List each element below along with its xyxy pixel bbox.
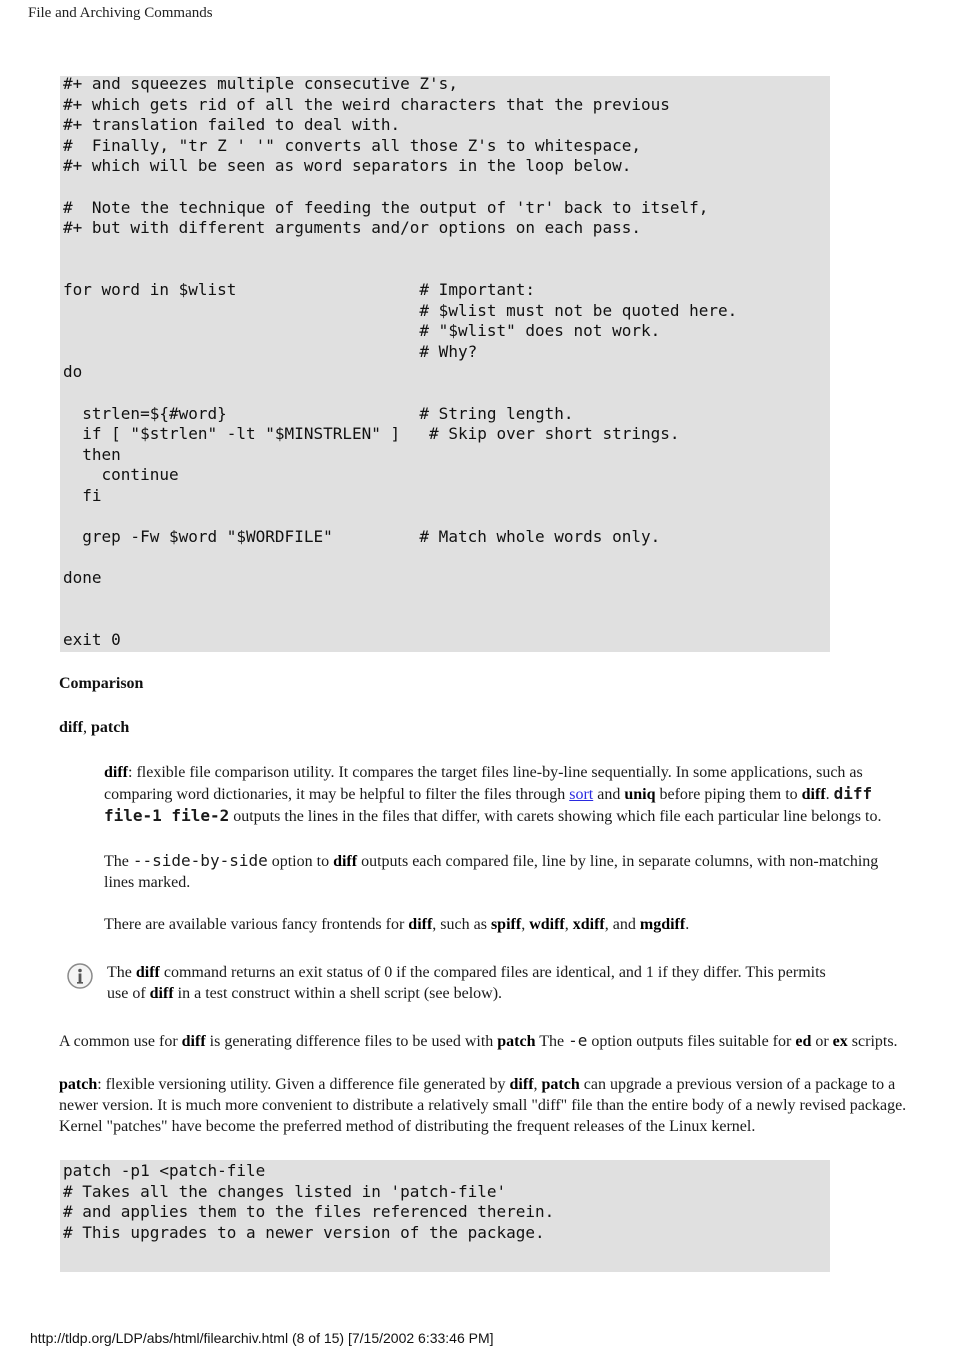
diff-description xyxy=(104,762,919,827)
xdiff-term: xdiff xyxy=(572,916,605,933)
page-header: File and Archiving Commands xyxy=(28,5,213,21)
text: . xyxy=(685,916,690,933)
side-by-side-option: --side-by-side xyxy=(132,851,268,870)
diff-term: diff xyxy=(135,964,160,981)
section-title: Comparison xyxy=(59,675,144,692)
text: command returns an exit status of 0 if the compared files are identical, and 1 if they differ. This permits use of xyxy=(107,964,826,1002)
text: and xyxy=(593,786,625,803)
spiff-term: spiff xyxy=(490,916,522,933)
diff-term: diff xyxy=(104,764,128,781)
diff-term: diff xyxy=(408,916,433,933)
diff-command-code: diff file-1 file-2 xyxy=(104,784,873,825)
diff-term: diff xyxy=(333,853,358,870)
entry-term xyxy=(59,719,129,737)
text: before piping them to xyxy=(655,786,802,803)
e-option: -e xyxy=(568,1031,588,1050)
text: There are available various fancy frontends for xyxy=(104,916,409,933)
code-text: patch -p1 <patch-file # Takes all the changes listed in 'patch-file' # and applies them to the files referenced therein. # This upgrades to a newer version of the package. xyxy=(63,1161,555,1242)
diff-term: diff xyxy=(149,985,174,1002)
ed-term: ed xyxy=(795,1033,812,1050)
term-separator: , xyxy=(83,719,91,736)
text: scripts. xyxy=(847,1033,898,1050)
frontends-description xyxy=(104,914,904,935)
ex-term: ex xyxy=(832,1033,848,1050)
code-block-script xyxy=(60,76,830,652)
text: outputs each compared file, line by line, in separate columns, with non-matching lines marked. xyxy=(104,853,879,891)
wdiff-term: wdiff xyxy=(529,916,565,933)
info-icon xyxy=(66,962,94,990)
page-footer-url: http://tldp.org/LDP/abs/html/filearchiv.html (8 of 15) [7/15/2002 6:33:46 PM] xyxy=(30,1330,494,1346)
term-patch: patch xyxy=(91,719,130,736)
text: outputs the lines in the files that differ, with carets showing which file each particular line belongs to. xyxy=(229,808,882,825)
text: , such as xyxy=(432,916,491,933)
text: The xyxy=(535,1033,569,1050)
diff-term: diff xyxy=(181,1033,206,1050)
term-diff: diff xyxy=(59,719,83,736)
text: can upgrade a previous version of a package to a newer version. It is much more convenient to distribute a relatively small "diff" file than the entire body of a newly revised package. Kernel "patches" have become the preferred method of distributing the frequent releases of the Linux kernel. xyxy=(59,1076,907,1135)
text: , xyxy=(521,916,530,933)
text: , and xyxy=(604,916,640,933)
diff-term: diff xyxy=(801,786,826,803)
patch-term: patch xyxy=(497,1033,536,1050)
text: : flexible versioning utility. Given a difference file generated by xyxy=(97,1076,510,1093)
patch-term: patch xyxy=(59,1076,98,1093)
sort-link[interactable]: sort xyxy=(569,786,594,803)
text: option outputs files suitable for xyxy=(587,1033,796,1050)
common-use-paragraph xyxy=(59,1030,929,1052)
text: is generating difference files to be used with xyxy=(205,1033,498,1050)
text: The xyxy=(107,964,136,981)
diff-term: diff xyxy=(509,1076,534,1093)
mgdiff-term: mgdiff xyxy=(639,916,686,933)
text: . xyxy=(825,786,834,803)
patch-term: patch xyxy=(541,1076,580,1093)
code-block-patch xyxy=(60,1160,830,1272)
text: A common use for xyxy=(59,1033,182,1050)
uniq-term: uniq xyxy=(624,786,656,803)
code-text: #+ and squeezes multiple consecutive Z's, #+ which gets rid of all the weird characters that the previous #+ translation failed to deal with. # Finally, "tr Z ' '" converts all those Z's to whitespace, #+ which will be seen as word separators in the loop below. # Note the technique of feeding the output of 'tr' back to itself, #+ but with different arguments and/or options on each pass. for word in $wlist # Important: # $wlist must not be quoted here. # "$wlist" does not work. # Why? do strlen=${#word} # String length. if [ "$strlen" -lt "$MINSTRLEN" ] # Skip over short strings. then continue fi grep -Fw $word "$WORDFILE" # Match whole words only. done exit 0 xyxy=(63,74,738,650)
text: The xyxy=(104,853,133,870)
note-text xyxy=(107,962,827,1004)
text: , xyxy=(564,916,573,933)
text: , xyxy=(533,1076,542,1093)
text: option to xyxy=(267,853,334,870)
side-by-side-description xyxy=(104,850,904,893)
patch-description xyxy=(59,1074,919,1137)
text: : flexible file comparison utility. It compares the target files line-by-line sequentially. In some applications, such as comparing word dictionaries, it may be helpful to filter the files through xyxy=(104,764,863,803)
text: or xyxy=(811,1033,833,1050)
text: in a test construct within a shell script (see below). xyxy=(173,985,503,1002)
